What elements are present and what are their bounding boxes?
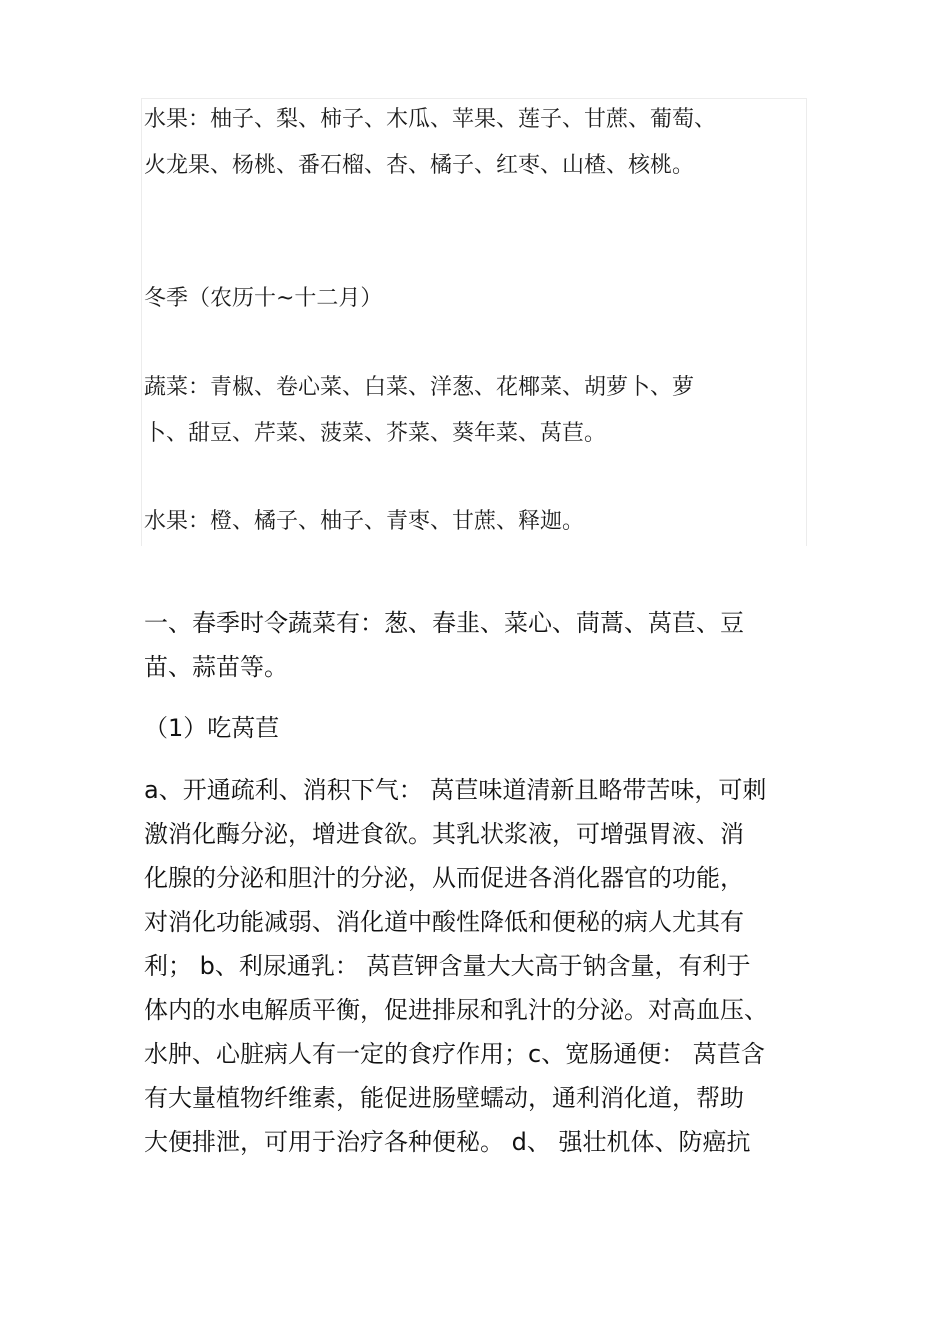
paragraph-line: 化腺的分泌和胆汁的分泌，从而促进各消化器官的功能， <box>144 864 744 892</box>
table-fruit-line-2: 火龙果、杨桃、番石榴、杏、橘子、红枣、山楂、核桃。 <box>144 153 695 178</box>
paragraph-line: 体内的水电解质平衡，促进排尿和乳汁的分泌。对高血压、 <box>144 996 768 1024</box>
paragraph-line: 激消化酶分泌，增进食欲。其乳状浆液，可增强胃液、消 <box>144 820 744 848</box>
paragraph-line: a、开通疏利、消积下气： 莴苣味道清新且略带苦味，可刺 <box>144 776 767 804</box>
spring-vegetables-heading <box>144 601 809 689</box>
paragraph-line: 对消化功能减弱、消化道中酸性降低和便秘的病人尤其有 <box>144 908 744 936</box>
heading-line-1: 一、春季时令蔬菜有：葱、春韭、菜心、茼蒿、莴苣、豆 <box>144 609 744 637</box>
table-winter-fruit-line: 水果：橙、橘子、柚子、青枣、甘蔗、释迦。 <box>144 509 585 534</box>
table-vegetable-line-2: 卜、甜豆、芹菜、菠菜、芥菜、葵年菜、莴苣。 <box>144 421 607 446</box>
table-winter-heading: 冬季（农历十~十二月） <box>144 286 383 311</box>
subheading-line: （1）吃莴苣 <box>144 714 280 742</box>
table-vegetable-line-1: 蔬菜：青椒、卷心菜、白菜、洋葱、花椰菜、胡萝卜、萝 <box>144 375 695 400</box>
paragraph-line: 大便排泄，可用于治疗各种便秘。 d、 强壮机体、防癌抗 <box>144 1128 751 1156</box>
paragraph-line: 水肿、心脏病人有一定的食疗作用；c、宽肠通便： 莴苣含 <box>144 1040 765 1068</box>
paragraph-line: 有大量植物纤维素，能促进肠壁蠕动，通利消化道，帮助 <box>144 1084 744 1112</box>
paragraph-line: 利； b、利尿通乳： 莴苣钾含量大大高于钠含量，有利于 <box>144 952 751 980</box>
lettuce-subheading <box>144 706 809 750</box>
lettuce-benefits-paragraph <box>144 768 809 1164</box>
heading-line-2: 苗、蒜苗等。 <box>144 653 288 681</box>
table-fruit-line-1: 水果：柚子、梨、柿子、木瓜、苹果、莲子、甘蔗、葡萄、 <box>144 107 717 132</box>
